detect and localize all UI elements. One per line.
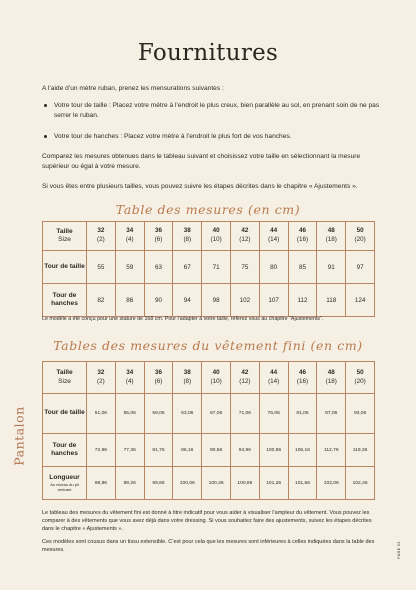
finished-table-heading: Tables des mesures du vêtement fini (en cm) — [53, 338, 363, 353]
measurements-table-heading: Table des mesures (en cm) — [115, 202, 301, 217]
value-cell: 90 — [144, 284, 173, 317]
value-cell: 107 — [259, 284, 288, 317]
size-header-cell — [43, 222, 87, 251]
measurements-table — [42, 221, 375, 317]
value-cell: 81,76 — [144, 434, 173, 467]
value-cell: 97 — [346, 251, 375, 284]
intro-text: A l’aide d’un mètre ruban, prenez les mensurations suivantes : — [42, 85, 224, 92]
value-cell: 100,86 — [230, 467, 259, 500]
size-cell: 48 (18) — [317, 362, 346, 394]
value-cell: 55,06 — [115, 394, 144, 434]
finished-measurements-table — [42, 361, 375, 500]
size-cell: 48 (18) — [317, 222, 346, 251]
size-cell: 50 (20) — [346, 222, 375, 251]
value-cell: 82 — [87, 284, 116, 317]
size-cell: 42 (12) — [230, 362, 259, 394]
table-row — [43, 222, 375, 251]
value-cell: 81,06 — [288, 394, 317, 434]
size-cell: 44 (14) — [259, 222, 288, 251]
value-cell: 102,06 — [317, 467, 346, 500]
size-sublabel: Size — [58, 377, 71, 385]
value-cell: 98 — [202, 284, 231, 317]
value-cell: 100,06 — [173, 467, 202, 500]
value-cell: 106,16 — [288, 434, 317, 467]
value-cell: 76,06 — [259, 394, 288, 434]
table-row — [43, 362, 375, 394]
bullet-waist: Votre tour de taille : Placez votre mètre à l’endroit le plus creux, bien parallèle au sol, en prenant soin de ne pas serrer le ruban. — [54, 102, 380, 119]
value-cell: 72,96 — [87, 434, 116, 467]
size-cell: 34 (4) — [115, 222, 144, 251]
value-cell: 77,36 — [115, 434, 144, 467]
value-cell: 59 — [115, 251, 144, 284]
row-label — [43, 467, 87, 500]
value-cell: 86,16 — [173, 434, 202, 467]
row-label-note: Au niveau du pli rentrant — [50, 482, 79, 493]
page-number: PAGE 03 — [397, 541, 401, 559]
value-cell: 94,96 — [230, 434, 259, 467]
value-cell: 112,76 — [317, 434, 346, 467]
value-cell: 119,36 — [346, 434, 375, 467]
compare-text: Comparez les mesures obtenues dans le tableau suivant et choisissez votre taille en sélectionnant la mesure supérieur ou égal à votre mesure. — [42, 153, 361, 170]
finished-measurements-text: Le tableau des mesures du vêtement fini est donné à titre indicatif pour vous aider à visualiser l’ampleur du vêtement. Vous pouvez les comparer à des vêtements que vous avez déjà dans votre dressing. Si vous souhaitez faire des ajustements, suivez les étapes décrites dans le chapitre « Ajustements ». — [42, 510, 372, 533]
size-label: Taille — [56, 369, 73, 377]
table-row — [43, 394, 375, 434]
table-row — [43, 467, 375, 500]
row-label-text: Longueur — [49, 473, 80, 481]
value-cell: 101,66 — [288, 467, 317, 500]
stature-note: Le modèle a été conçu pour une stature de 168 cm. Pour l’adapter à votre taille, référez vous au chapitre "Ajustements". — [42, 316, 324, 322]
value-cell: 94 — [173, 284, 202, 317]
size-cell: 44 (14) — [259, 362, 288, 394]
size-sublabel: Size — [58, 236, 71, 243]
value-cell: 71 — [202, 251, 231, 284]
table-row — [43, 284, 375, 317]
size-cell: 46 (16) — [288, 362, 317, 394]
value-cell: 80 — [259, 251, 288, 284]
size-cell: 50 (20) — [346, 362, 375, 394]
value-cell: 67 — [173, 251, 202, 284]
table-row — [43, 434, 375, 467]
row-label: Tour de taille — [43, 394, 87, 434]
value-cell: 55 — [87, 251, 116, 284]
value-cell: 102 — [230, 284, 259, 317]
value-cell: 102,46 — [346, 467, 375, 500]
value-cell: 90,56 — [202, 434, 231, 467]
size-cell: 38 (8) — [173, 362, 202, 394]
value-cell: 124 — [346, 284, 375, 317]
value-cell: 87,06 — [317, 394, 346, 434]
value-cell: 93,06 — [346, 394, 375, 434]
several-sizes-text: Si vous êtes entre plusieurs tailles, vous pouvez suivre les étapes décrites dans le chapitre « Ajustements ». — [42, 183, 358, 190]
value-cell: 91 — [317, 251, 346, 284]
value-cell: 63 — [144, 251, 173, 284]
size-cell: 42 (12) — [230, 222, 259, 251]
bullet-hips: Votre tour de hanches : Placez votre mètre à l’endroit le plus fort de vos hanches. — [54, 132, 380, 142]
value-cell: 75 — [230, 251, 259, 284]
value-cell: 98,86 — [87, 467, 116, 500]
value-cell: 99,26 — [115, 467, 144, 500]
size-cell: 34 (4) — [115, 362, 144, 394]
row-label: Tour de hanches — [43, 434, 87, 467]
row-label: Tour de taille — [43, 251, 87, 284]
size-header-cell — [43, 362, 87, 394]
value-cell: 63,06 — [173, 394, 202, 434]
size-cell: 32 (2) — [87, 362, 116, 394]
value-cell: 71,06 — [230, 394, 259, 434]
value-cell: 101,26 — [259, 467, 288, 500]
value-cell: 99,66 — [144, 467, 173, 500]
value-cell: 51,06 — [87, 394, 116, 434]
size-label: Taille — [56, 227, 73, 235]
value-cell: 100,56 — [259, 434, 288, 467]
size-cell: 38 (8) — [173, 222, 202, 251]
size-cell: 36 (6) — [144, 362, 173, 394]
value-cell: 59,06 — [144, 394, 173, 434]
row-label: Tour de hanches — [43, 284, 87, 317]
garment-side-label: Pantalon — [11, 406, 27, 466]
size-cell: 32 (2) — [87, 222, 116, 251]
size-cell: 46 (16) — [288, 222, 317, 251]
table-row — [43, 251, 375, 284]
size-cell: 40 (10) — [202, 222, 231, 251]
value-cell: 118 — [317, 284, 346, 317]
stretch-fabric-text: Ces modèles sont cousus dans un tissu extensible. C’est pour cela que les mesures sont inférieures à celles indiquées dans la table des mesures. — [42, 539, 375, 554]
value-cell: 85 — [288, 251, 317, 284]
value-cell: 86 — [115, 284, 144, 317]
value-cell: 67,06 — [202, 394, 231, 434]
page-title: Fournitures — [137, 40, 279, 66]
size-cell: 40 (10) — [202, 362, 231, 394]
size-cell: 36 (6) — [144, 222, 173, 251]
value-cell: 112 — [288, 284, 317, 317]
value-cell: 100,46 — [202, 467, 231, 500]
